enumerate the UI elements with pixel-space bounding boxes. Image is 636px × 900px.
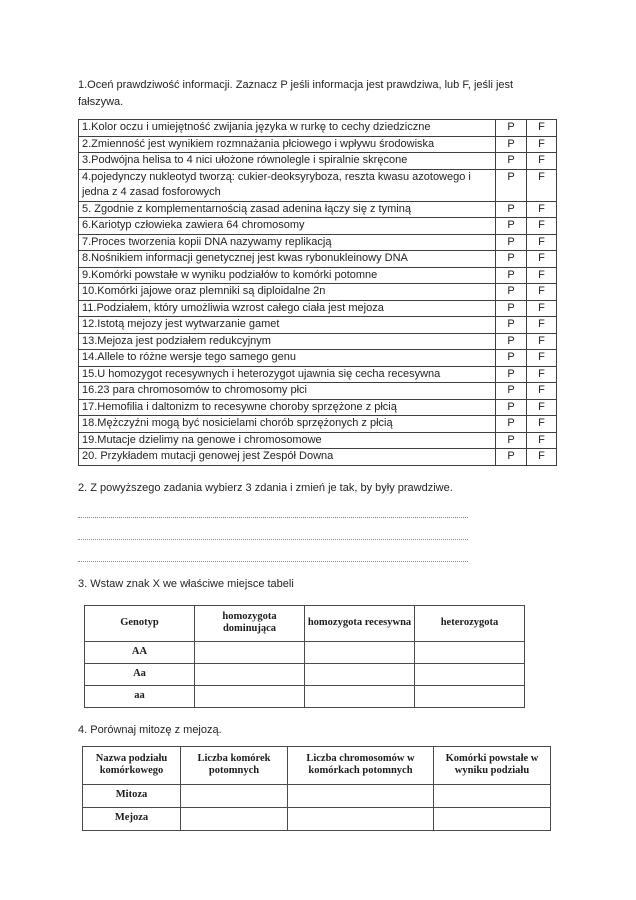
division-header-row bbox=[83, 746, 551, 784]
answer-cell bbox=[415, 663, 525, 685]
f-option: F bbox=[527, 399, 557, 416]
f-option: F bbox=[527, 218, 557, 235]
answer-cell bbox=[415, 685, 525, 707]
statement-text: 9.Komórki powstałe w wyniku podziałów to komórki potomne bbox=[79, 267, 496, 284]
p-option: P bbox=[496, 449, 527, 466]
genotype-label: aa bbox=[85, 685, 195, 707]
genotype-label: Aa bbox=[85, 663, 195, 685]
daughter-cells-count-header: Liczba komórek potomnych bbox=[181, 746, 288, 784]
statement-text: 10.Komórki jajowe oraz plemniki są diploidalne 2n bbox=[79, 284, 496, 301]
f-option: F bbox=[527, 120, 557, 137]
answer-line bbox=[78, 539, 468, 540]
p-option: P bbox=[496, 383, 527, 400]
p-option: P bbox=[496, 432, 527, 449]
task3-genotype-table bbox=[84, 605, 525, 708]
f-option: F bbox=[527, 317, 557, 334]
answer-cell bbox=[415, 641, 525, 663]
answer-line bbox=[78, 517, 468, 518]
division-name-header: Nazwa podziału komórkowego bbox=[83, 746, 181, 784]
f-option: F bbox=[527, 333, 557, 350]
p-option: P bbox=[496, 234, 527, 251]
task2-title: 2. Z powyższego zadania wybierz 3 zdania i zmień je tak, by były prawdziwe. bbox=[78, 481, 453, 494]
p-option: P bbox=[496, 201, 527, 218]
answer-cell bbox=[305, 663, 415, 685]
f-option: F bbox=[527, 284, 557, 301]
statement-row bbox=[79, 201, 557, 218]
p-option: P bbox=[496, 333, 527, 350]
statement-text: 4.pojedynczy nukleotyd tworzą: cukier-deoksyryboza, reszta kwasu azotowego i jedna z 4 zasad fosforowych bbox=[79, 169, 496, 201]
task4-mitosis-meiosis-table bbox=[82, 746, 551, 831]
statement-text: 13.Mejoza jest podziałem redukcyjnym bbox=[79, 333, 496, 350]
statement-text: 2.Zmienność jest wynikiem rozmnażania płciowego i wpływu środowiska bbox=[79, 136, 496, 153]
statement-row bbox=[79, 317, 557, 334]
worksheet-content bbox=[78, 77, 556, 831]
statement-text: 3.Podwójna helisa to 4 nici ułożone równolegle i spiralnie skręcone bbox=[79, 153, 496, 170]
genotype-row bbox=[85, 663, 525, 685]
f-option: F bbox=[527, 136, 557, 153]
p-option: P bbox=[496, 416, 527, 433]
homozygote-dominant-header: homozygota dominująca bbox=[195, 605, 305, 641]
answer-cell bbox=[288, 784, 434, 807]
statement-text: 6.Kariotyp człowieka zawiera 64 chromosomy bbox=[79, 218, 496, 235]
statement-row bbox=[79, 416, 557, 433]
statement-text: 8.Nośnikiem informacji genetycznej jest kwas rybonukleinowy DNA bbox=[79, 251, 496, 268]
f-option: F bbox=[527, 201, 557, 218]
statement-row bbox=[79, 136, 557, 153]
task3-title: 3. Wstaw znak X we właściwe miejsce tabeli bbox=[78, 577, 294, 590]
statement-row bbox=[79, 251, 557, 268]
genotype-header-row bbox=[85, 605, 525, 641]
statement-row bbox=[79, 169, 557, 201]
statement-text: 11.Podziałem, który umożliwia wzrost całego ciała jest mejoza bbox=[79, 300, 496, 317]
statement-row bbox=[79, 153, 557, 170]
statement-row bbox=[79, 383, 557, 400]
statement-text: 14.Allele to różne wersje tego samego genu bbox=[79, 350, 496, 367]
f-option: F bbox=[527, 432, 557, 449]
statement-text: 5. Zgodnie z komplementarnością zasad adenina łączy się z tyminą bbox=[79, 201, 496, 218]
genotype-header: Genotyp bbox=[85, 605, 195, 641]
p-option: P bbox=[496, 267, 527, 284]
genotype-label: AA bbox=[85, 641, 195, 663]
answer-cell bbox=[195, 641, 305, 663]
f-option: F bbox=[527, 350, 557, 367]
statement-text: 20. Przykładem mutacji genowej jest Zespół Downa bbox=[79, 449, 496, 466]
answer-line bbox=[78, 561, 468, 562]
answer-cell bbox=[434, 807, 551, 830]
p-option: P bbox=[496, 350, 527, 367]
statement-text: 15.U homozygot recesywnych i heterozygot ujawnia się cecha recesywna bbox=[79, 366, 496, 383]
p-option: P bbox=[496, 251, 527, 268]
statement-row bbox=[79, 284, 557, 301]
task2-answer-lines bbox=[78, 517, 468, 562]
statement-row bbox=[79, 267, 557, 284]
f-option: F bbox=[527, 383, 557, 400]
task1-title: 1.Oceń prawdziwość informacji. Zaznacz P jeśli informacja jest prawdziwa, lub F, jeśli jest fałszywa. bbox=[78, 79, 514, 108]
genotype-row bbox=[85, 685, 525, 707]
f-option: F bbox=[527, 267, 557, 284]
homozygote-recessive-header: homozygota recesywna bbox=[305, 605, 415, 641]
answer-cell bbox=[181, 784, 288, 807]
statement-text: 7.Proces tworzenia kopii DNA nazywamy replikacją bbox=[79, 234, 496, 251]
p-option: P bbox=[496, 218, 527, 235]
p-option: P bbox=[496, 317, 527, 334]
p-option: P bbox=[496, 284, 527, 301]
p-option: P bbox=[496, 366, 527, 383]
division-label: Mitoza bbox=[83, 784, 181, 807]
f-option: F bbox=[527, 300, 557, 317]
p-option: P bbox=[496, 120, 527, 137]
statement-row bbox=[79, 366, 557, 383]
genotype-row bbox=[85, 641, 525, 663]
division-label: Mejoza bbox=[83, 807, 181, 830]
answer-cell bbox=[305, 641, 415, 663]
f-option: F bbox=[527, 169, 557, 201]
statement-text: 18.Mężczyźni mogą być nosicielami chorób sprzężonych z płcią bbox=[79, 416, 496, 433]
f-option: F bbox=[527, 153, 557, 170]
p-option: P bbox=[496, 136, 527, 153]
statement-row bbox=[79, 333, 557, 350]
answer-cell bbox=[195, 685, 305, 707]
f-option: F bbox=[527, 449, 557, 466]
f-option: F bbox=[527, 234, 557, 251]
statement-text: 17.Hemofilia i daltonizm to recesywne choroby sprzężone z płcią bbox=[79, 399, 496, 416]
division-row bbox=[83, 784, 551, 807]
resulting-cells-header: Komórki powstałe w wyniku podziału bbox=[434, 746, 551, 784]
statement-row bbox=[79, 432, 557, 449]
statement-row bbox=[79, 120, 557, 137]
answer-cell bbox=[434, 784, 551, 807]
answer-cell bbox=[195, 663, 305, 685]
statement-text: 1.Kolor oczu i umiejętność zwijania języka w rurkę to cechy dziedziczne bbox=[79, 120, 496, 137]
statement-text: 19.Mutacje dzielimy na genowe i chromosomowe bbox=[79, 432, 496, 449]
f-option: F bbox=[527, 251, 557, 268]
statement-row bbox=[79, 449, 557, 466]
f-option: F bbox=[527, 416, 557, 433]
statement-row bbox=[79, 399, 557, 416]
p-option: P bbox=[496, 169, 527, 201]
answer-cell bbox=[288, 807, 434, 830]
f-option: F bbox=[527, 366, 557, 383]
statement-row bbox=[79, 218, 557, 235]
task1-true-false-table bbox=[78, 119, 557, 466]
chromosome-count-header: Liczba chromosomów w komórkach potomnych bbox=[288, 746, 434, 784]
statement-text: 16.23 para chromosomów to chromosomy płci bbox=[79, 383, 496, 400]
statement-row bbox=[79, 234, 557, 251]
p-option: P bbox=[496, 300, 527, 317]
division-row bbox=[83, 807, 551, 830]
statement-text: 12.Istotą mejozy jest wytwarzanie gamet bbox=[79, 317, 496, 334]
answer-cell bbox=[181, 807, 288, 830]
answer-cell bbox=[305, 685, 415, 707]
statement-row bbox=[79, 300, 557, 317]
p-option: P bbox=[496, 399, 527, 416]
heterozygote-header: heterozygota bbox=[415, 605, 525, 641]
p-option: P bbox=[496, 153, 527, 170]
task4-title: 4. Porównaj mitozę z mejozą. bbox=[78, 723, 222, 736]
statement-row bbox=[79, 350, 557, 367]
